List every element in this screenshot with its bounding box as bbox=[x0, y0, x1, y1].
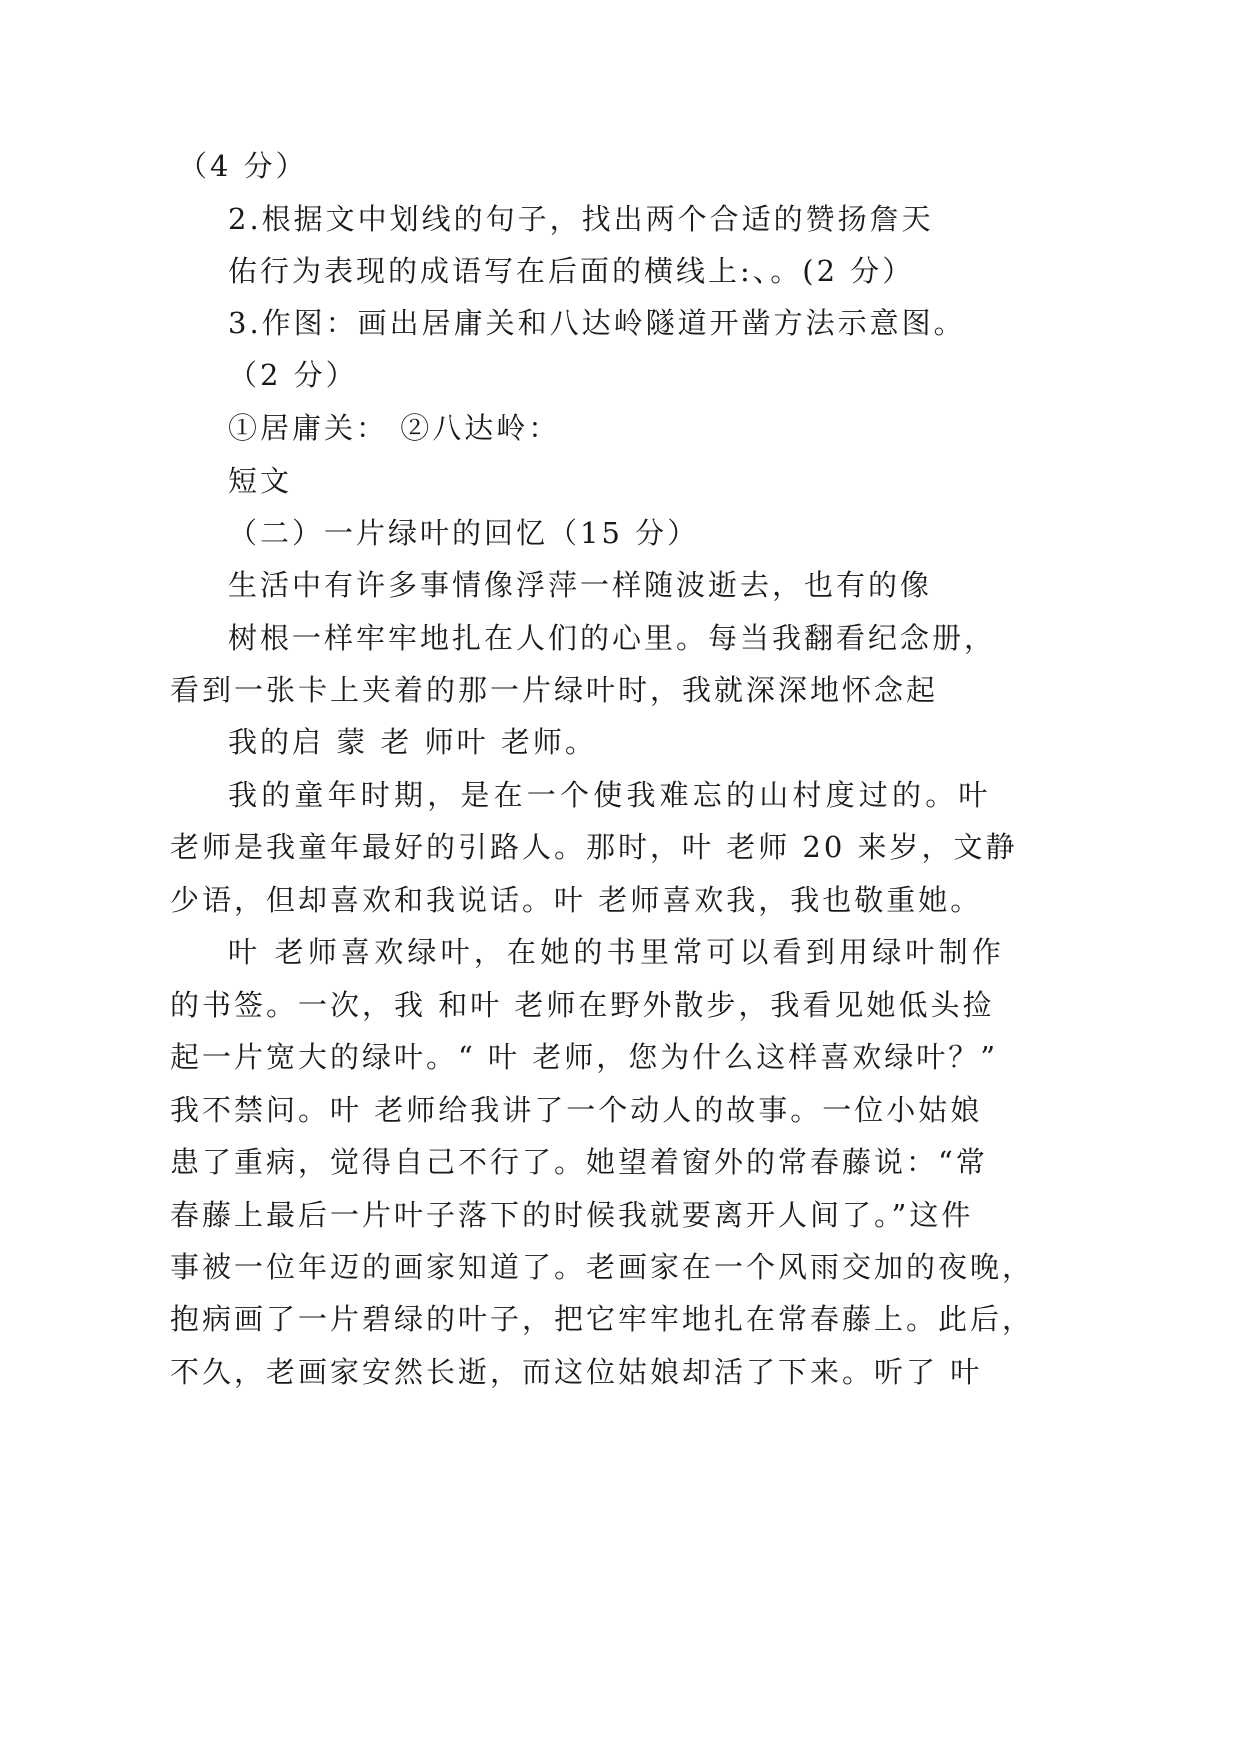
paragraph-line: 我不禁问。叶 老师给我讲了一个动人的故事。一位小姑娘 bbox=[170, 1093, 983, 1127]
question-3-score: （2 分） bbox=[228, 358, 358, 392]
paragraph-line: 的书签。一次，我 和叶 老师在野外散步，我看见她低头捡 bbox=[170, 988, 995, 1022]
passage-title: （二）一片绿叶的回忆（15 分） bbox=[228, 516, 700, 550]
paragraph-line: 树根一样牢牢地扎在人们的心里。每当我翻看纪念册， bbox=[228, 621, 997, 655]
paragraph-line: 生活中有许多事情像浮萍一样随波逝去，也有的像 bbox=[228, 568, 933, 602]
paragraph-line: 少语，但却喜欢和我说话。叶 老师喜欢我，我也敬重她。 bbox=[170, 883, 983, 917]
section-label: 短文 bbox=[228, 464, 293, 498]
paragraph-line: 我的启 蒙 老 师叶 老师。 bbox=[228, 725, 597, 759]
paragraph-line: 春藤上最后一片叶子落下的时候我就要离开人间了。”这件 bbox=[170, 1198, 974, 1232]
paragraph-line: 看到一张卡上夹着的那一片绿叶时，我就深深地怀念起 bbox=[170, 673, 939, 707]
paragraph-line: 叶 老师喜欢绿叶，在她的书里常可以看到用绿叶制作 bbox=[228, 935, 1006, 969]
question-2-line-1: 2.根据文中划线的句子，找出两个合适的赞扬詹天 bbox=[228, 202, 934, 236]
paragraph-line: 起一片宽大的绿叶。“ 叶 老师，您为什么这样喜欢绿叶？” bbox=[170, 1040, 999, 1074]
paragraph-line: 患了重病，觉得自己不行了。她望着窗外的常春藤说：“常 bbox=[170, 1145, 988, 1179]
score-note: （4 分） bbox=[178, 149, 308, 183]
question-3-line-1: 3.作图：画出居庸关和八达岭隧道开凿方法示意图。 bbox=[228, 306, 966, 340]
paragraph-line: 事被一位年迈的画家知道了。老画家在一个风雨交加的夜晚， bbox=[170, 1250, 1035, 1284]
question-2-line-2: 佑行为表现的成语写在后面的横线上:、。(2 分） bbox=[228, 254, 915, 288]
paragraph-line: 我的童年时期，是在一个使我难忘的山村度过的。叶 bbox=[228, 778, 992, 812]
paragraph-line: 老师是我童年最好的引路人。那时，叶 老师 20 来岁，文静 bbox=[170, 830, 1018, 864]
paragraph-line: 抱病画了一片碧绿的叶子，把它牢牢地扎在常春藤上。此后， bbox=[170, 1302, 1035, 1336]
paragraph-line: 不久，老画家安然长逝，而这位姑娘却活了下来。听了 叶 bbox=[170, 1355, 983, 1389]
answer-labels: ①居庸关： ②八达岭： bbox=[228, 411, 561, 445]
